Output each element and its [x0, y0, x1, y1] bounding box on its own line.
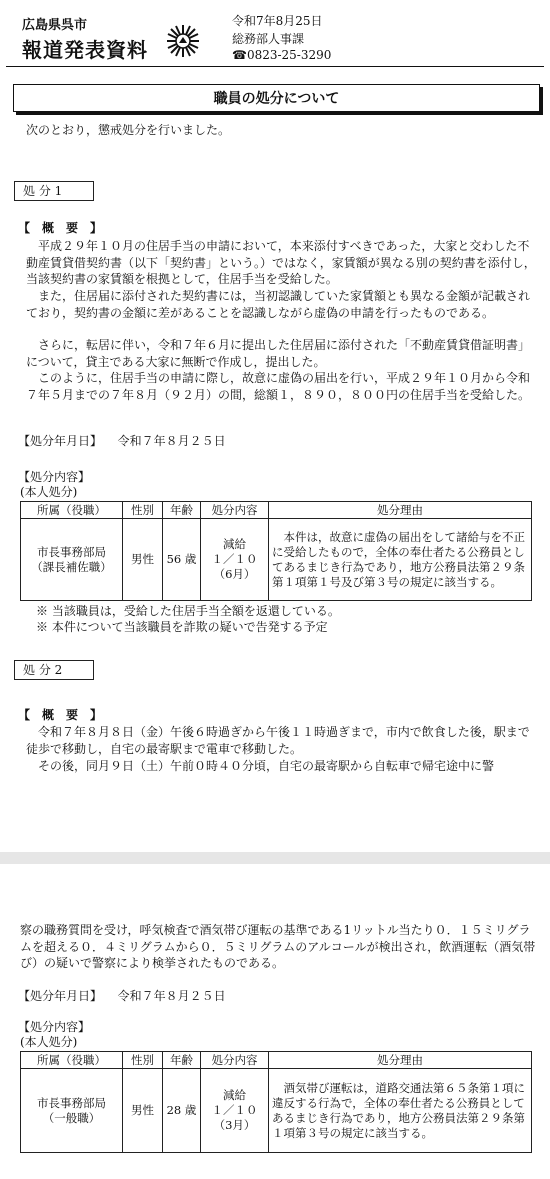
cell-sex: 男性: [123, 519, 163, 601]
case2-date-row: [18, 988, 226, 1005]
cell-reason: 酒気帯び運転は，道路交通法第６５条第１項に違反する行為で，全体の奉仕者たる公務員としてあるまじき行為であり，地方公務員法第２９条第１項第３号の規定に該当する。: [269, 1069, 532, 1153]
document-title: 職員の処分について: [213, 91, 340, 107]
city-emblem-icon: [166, 24, 200, 58]
department: 総務部人事課: [232, 32, 305, 46]
cell-dept: [21, 519, 123, 601]
punishment-type: 減給: [223, 537, 246, 551]
table-row: [21, 1069, 532, 1153]
case2-overview-p1: 令和７年８月８日（金）午後６時過ぎから午後１１時過ぎまで，市内で飲食した後，駅まで徒歩で移動し，自宅の最寄駅まで電車で移動した。: [26, 725, 530, 756]
dept-rank: （課長補佐職）: [31, 559, 112, 574]
case1-content-heading: 【処分内容】: [18, 470, 91, 484]
release-date: 令和7年8月25日: [232, 14, 323, 28]
cell-punishment: [201, 1069, 269, 1153]
cell-reason: 本件は，故意に虚偽の届出をして諸給与を不正に受給したもので，全体の奉仕者たる公務員としてあるまじき行為であり，地方公務員法第２９条第１項第１号及び第３号の規定に該当する。: [269, 519, 532, 601]
city-name: 広島県呉市: [22, 18, 88, 33]
case1-table: [20, 501, 532, 601]
case2-overview-heading: 【 概 要 】: [18, 708, 103, 722]
th-reason: 処分理由: [269, 502, 532, 519]
cell-punishment: [201, 519, 269, 601]
th-sex: 性別: [123, 1052, 163, 1069]
case1-date-value: 令和７年８月２５日: [117, 434, 226, 448]
punishment-rate: １／１０: [211, 1103, 258, 1117]
th-age: 年齢: [163, 1052, 201, 1069]
case2-date-value: 令和７年８月２５日: [117, 989, 226, 1003]
th-sex: 性別: [123, 502, 163, 519]
punishment-rate: １／１０: [211, 552, 258, 566]
case1-note-2: ※ 本件について当該職員を詐欺の疑いで告発する予定: [36, 620, 328, 634]
case1-overview-p3: さらに，転居に伴い，令和７年６月に提出した住居届に添付された「不動産賃貸借証明書」について，貸主である大家に無断で作成し，提出した。: [26, 338, 531, 369]
cell-dept: [21, 1069, 123, 1153]
case1-overview-p4: このように，住居手当の申請に際し，故意に虚偽の届出を行い，平成２９年１０月から令和７年５月までの７年８月（９２月）の間，総額１，８９０，８００円の住居手当を受給した。: [26, 371, 531, 402]
case1-label: 処 分 1: [14, 181, 94, 201]
punishment-period: （3月）: [213, 1118, 256, 1132]
table-row: [21, 519, 532, 601]
header-rule: [6, 66, 544, 67]
case1-date-label: 【処分年月日】: [18, 434, 103, 448]
cell-age: 56 歳: [163, 519, 201, 601]
punishment-type: 減給: [223, 1088, 246, 1102]
case1-self-label: (本人処分): [20, 485, 78, 499]
phone-number: ☎0823-25-3290: [232, 48, 332, 62]
dept-name: 市長事務部局: [37, 544, 106, 559]
case2-overview-p2b: 察の職務質問を受け，呼気検査で酒気帯び運転の基準である1リットル当たり０．１５ミリグラムを超える０．４ミリグラムから０．５ミリグラムのアルコールが検出され，飲酒運転（酒気帯び）の疑いで警察により検挙されたものである。: [20, 923, 536, 970]
table-header-row: [21, 1052, 532, 1069]
intro-text: 次のとおり，懲戒処分を行いました。: [26, 123, 231, 137]
case2-overview-p2a: その後，同月９日（土）午前０時４０分頃，自宅の最寄駅から自転車で帰宅途中に警: [26, 759, 495, 773]
press-release-title: 報道発表資料: [22, 38, 148, 62]
case2-content-heading: 【処分内容】: [18, 1020, 91, 1034]
th-reason: 処分理由: [269, 1052, 532, 1069]
case1-date-row: [18, 433, 226, 450]
table-header-row: [21, 502, 532, 519]
cell-sex: 男性: [123, 1069, 163, 1153]
case2-label: 処 分 2: [14, 660, 94, 680]
document-title-box: [13, 84, 540, 112]
th-dept: 所属（役職）: [21, 502, 123, 519]
case2-table: [20, 1051, 532, 1153]
dept-rank: （一般職）: [42, 1110, 101, 1125]
th-dept: 所属（役職）: [21, 1052, 123, 1069]
th-punishment: 処分内容: [201, 1052, 269, 1069]
page-gap: [0, 852, 550, 864]
punishment-period: （6月）: [213, 567, 256, 581]
page-2: [0, 864, 550, 1179]
case1-note-1: ※ 当該職員は，受給した住居手当全額を返還している。: [36, 604, 340, 618]
case2-date-label: 【処分年月日】: [18, 989, 103, 1003]
case1-overview-heading: 【 概 要 】: [18, 221, 103, 235]
case2-self-label: (本人処分): [20, 1035, 78, 1049]
th-punishment: 処分内容: [201, 502, 269, 519]
case1-overview-p2: また，住居届に添付された契約書には，当初認識していた家賃額とも異なる金額が記載されており，契約書の金額に差があることを認識しながら虚偽の申請を行ったものである。: [26, 289, 531, 320]
dept-name: 市長事務部局: [37, 1095, 106, 1110]
cell-age: 28 歳: [163, 1069, 201, 1153]
th-age: 年齢: [163, 502, 201, 519]
case1-overview-p1: 平成２９年１０月の住居手当の申請において，本来添付すべきであった，大家と交わした不動産賃貸借契約書（以下「契約書」という。）ではなく，家賃額が異なる別の契約書を添付し，当該契約書の家賃額を根拠として，住居手当を受給した。: [26, 239, 536, 286]
